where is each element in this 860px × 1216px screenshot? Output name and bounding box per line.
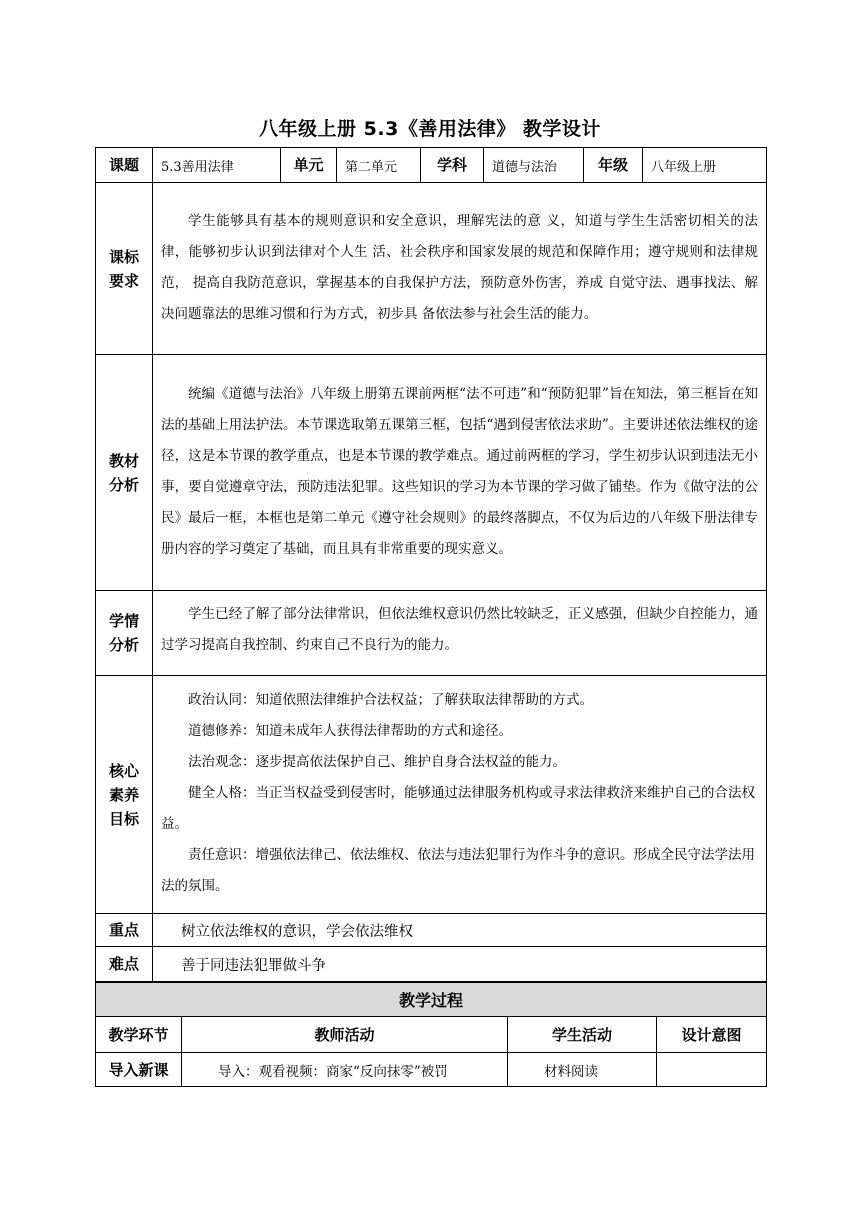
header-teacher-activity: 教师活动 bbox=[182, 1017, 508, 1053]
stage-cell: 导入新课 bbox=[96, 1053, 182, 1087]
grade-value: 八年级上册 bbox=[643, 148, 767, 183]
teacher-activity-cell: 导入：观看视频：商家“反向抹零”被罚 bbox=[182, 1053, 508, 1087]
core-goal-item: 健全人格：当正当权益受到侵害时，能够通过法律服务机构或寻求法律救济来维护自己的合法权益。 bbox=[161, 784, 755, 832]
students-label-line2: 分析 bbox=[108, 636, 139, 654]
textbook-row bbox=[96, 355, 767, 591]
curriculum-label-line2: 要求 bbox=[108, 271, 139, 290]
core-label-line2: 素养 bbox=[108, 785, 139, 804]
students-row bbox=[96, 591, 767, 676]
core-goal-item: 道德修养：知道未成年人获得法律帮助的方式和途径。 bbox=[188, 722, 512, 739]
process-row-intro bbox=[96, 1053, 767, 1087]
lesson-info-table bbox=[95, 147, 767, 982]
curriculum-text: 学生能够具有基本的规则意识和安全意识，理解宪法的意 义，知道与学生生活密切相关的法律，能够初步认识到法律对个人生 活、社会秩序和国家发展的规范和保障作用；遵守规则和法律规范， 提高自我防范意识，掌握基本的自我保护方法，预防意外伤害，养成 自觉守法、遇事找法、解决问题靠法的思维习惯和行为方式，初步具 备依法参与社会生活的能力。 bbox=[161, 212, 758, 322]
topic-label: 课题 bbox=[96, 148, 153, 183]
key-point-label: 重点 bbox=[96, 914, 153, 947]
textbook-label-line2: 分析 bbox=[108, 475, 139, 494]
textbook-text-cell bbox=[153, 355, 767, 591]
subject-value: 道德与法治 bbox=[484, 148, 584, 183]
document-title: 八年级上册 5.3《善用法律》 教学设计 bbox=[259, 118, 601, 140]
curriculum-text-cell bbox=[153, 183, 767, 355]
difficulty-label: 难点 bbox=[96, 947, 153, 982]
design-intent-cell bbox=[657, 1053, 767, 1087]
subject-label: 学科 bbox=[421, 148, 484, 183]
key-point-row bbox=[96, 914, 767, 947]
teaching-process-table bbox=[95, 982, 767, 1087]
difficulty-row bbox=[96, 947, 767, 982]
curriculum-label-line1: 课标 bbox=[108, 247, 139, 266]
students-text: 学生已经了解了部分法律常识，但依法维权意识仍然比较缺乏，正义感强，但缺少自控能力，通过学习提高自我控制、约束自己不良行为的能力。 bbox=[161, 606, 758, 653]
unit-value: 第二单元 bbox=[337, 148, 421, 183]
grade-label: 年级 bbox=[584, 148, 643, 183]
process-header-row bbox=[96, 1017, 767, 1053]
core-label-line3: 目标 bbox=[108, 809, 139, 828]
core-goals-cell bbox=[153, 676, 767, 914]
topic-value: 5.3善用法律 bbox=[153, 148, 281, 183]
process-title: 教学过程 bbox=[96, 983, 767, 1017]
core-label-line1: 核心 bbox=[108, 761, 139, 780]
header-stage: 教学环节 bbox=[96, 1017, 182, 1053]
unit-label: 单元 bbox=[281, 148, 337, 183]
textbook-text: 统编《道德与法治》八年级上册第五课前两框“法不可违”和“预防犯罪”旨在知法，第三框旨在知法的基础上用法护法。本节课选取第五课第三框，包括“遇到侵害依法求助”。主要讲述依法维权的途径，这是本节课的教学重点，也是本节课的教学难点。通过前两框的学习，学生初步认识到违法无小事，要自觉遵章守法，预防违法犯罪。这些知识的学习为本节课的学习做了铺垫。作为《做守法的公民》最后一框，本框也是第二单元《遵守社会规则》的最终落脚点，不仅为后边的八年级下册法律专册内容的学习奠定了基础，而且具有非常重要的现实意义。 bbox=[161, 385, 758, 557]
core-goal-item: 法治观念：逐步提高依法保护自己、维护自身合法权益的能力。 bbox=[188, 753, 566, 770]
process-title-row bbox=[96, 983, 767, 1017]
curriculum-label bbox=[96, 183, 153, 355]
header-student-activity: 学生活动 bbox=[508, 1017, 657, 1053]
students-text-cell bbox=[153, 591, 767, 676]
difficulty-text: 善于同违法犯罪做斗争 bbox=[153, 947, 767, 982]
core-goal-item: 责任意识：增强依法律己、依法维权、依法与违法犯罪行为作斗争的意识。形成全民守法学法用法的氛围。 bbox=[161, 846, 755, 894]
core-goal-item: 政治认同：知道依照法律维护合法权益；了解获取法律帮助的方式。 bbox=[188, 691, 593, 708]
student-activity-cell: 材料阅读 bbox=[508, 1053, 657, 1087]
textbook-label bbox=[96, 355, 153, 591]
info-row bbox=[96, 148, 767, 183]
students-label-line1: 学情 bbox=[108, 612, 139, 630]
core-row bbox=[96, 676, 767, 914]
textbook-label-line1: 教材 bbox=[108, 451, 139, 470]
curriculum-row bbox=[96, 183, 767, 355]
key-point-text: 树立依法维权的意识，学会依法维权 bbox=[153, 914, 767, 947]
header-design-intent: 设计意图 bbox=[657, 1017, 767, 1053]
students-label bbox=[96, 591, 153, 676]
core-label bbox=[96, 676, 153, 914]
